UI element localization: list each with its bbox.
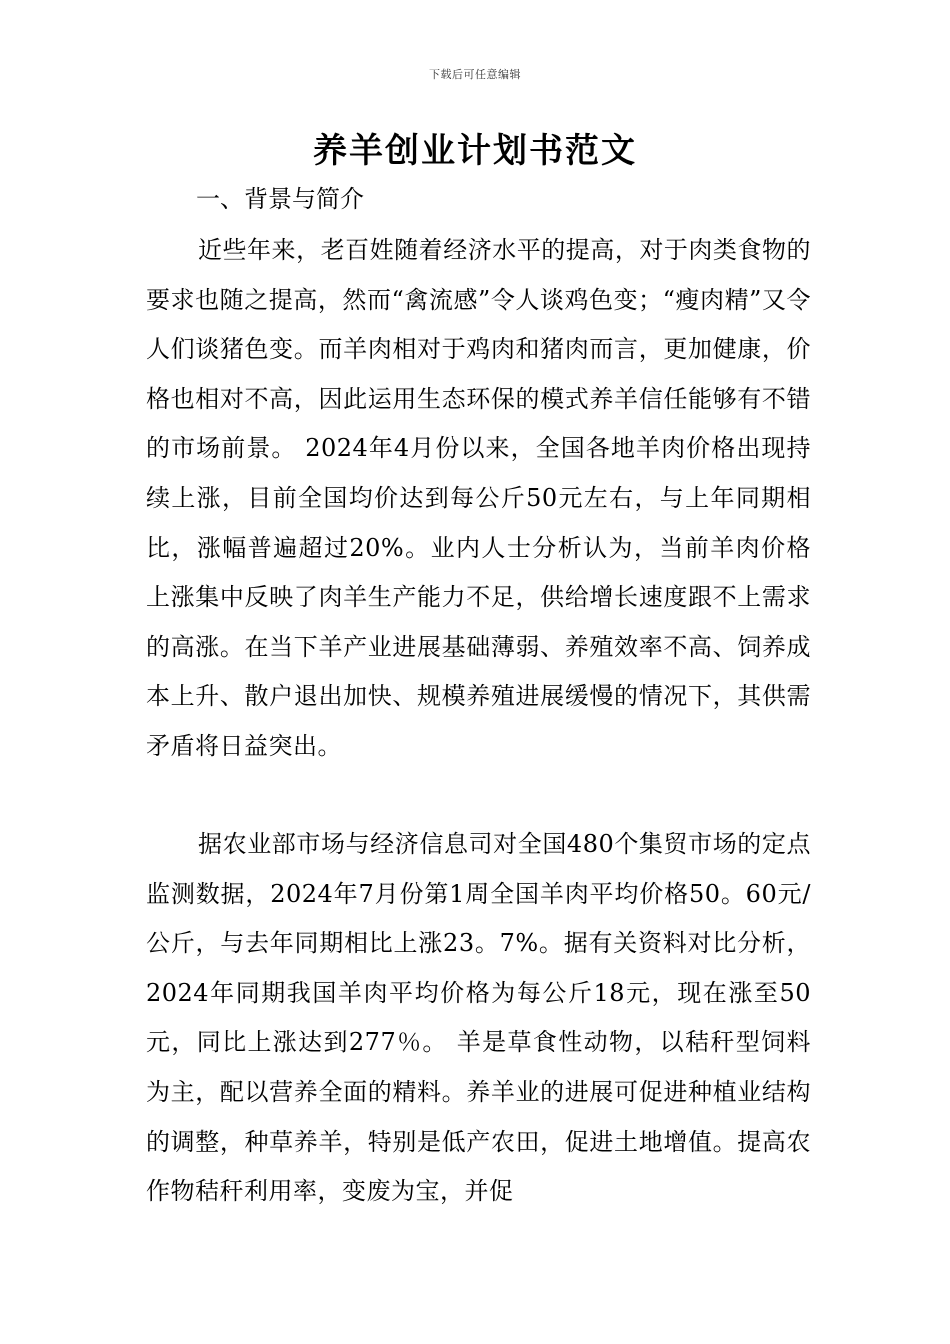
document-title: 养羊创业计划书范文 [313, 131, 637, 171]
body-paragraph-2: 据农业部市场与经济信息司对全国480个集贸市场的定点监测数据，2024年7月份第1周全国羊肉平均价格50。60元/公斤，与去年同期相比上涨23。7%。据有关资料对比分析，2024年同期我国羊肉平均价格为每公斤18元，现在涨至50元，同比上涨达到277％。 羊是草食性动物，以秸秆型饲料为主，配以营养全面的精料。养羊业的进展可促进种植业结构的调整，种草养羊，特别是低产农田，促进土地增值。提高农作物秸秆利用率，变废为宝，并促 [146, 830, 811, 1206]
section-heading: 一、背景与简介 [196, 185, 364, 213]
header-note: 下载后可任意编辑 [429, 68, 521, 81]
body-paragraph-1: 近些年来，老百姓随着经济水平的提高，对于肉类食物的要求也随之提高，然而“禽流感”令人谈鸡色变；“瘦肉精”又令人们谈猪色变。而羊肉相对于鸡肉和猪肉而言，更加健康，价格也相对不高，因此运用生态环保的模式养羊信任能够有不错的市场前景。 2024年4月份以来，全国各地羊肉价格出现持续上涨，目前全国均价达到每公斤50元左右，与上年同期相比，涨幅普遍超过20%。业内人士分析认为，当前羊肉价格上涨集中反映了肉羊生产能力不足，供给增长速度跟不上需求的高涨。在当下羊产业进展基础薄弱、养殖效率不高、饲养成本上升、散户退出加快、规模养殖进展缓慢的情况下，其供需矛盾将日益突出。 [146, 236, 811, 760]
